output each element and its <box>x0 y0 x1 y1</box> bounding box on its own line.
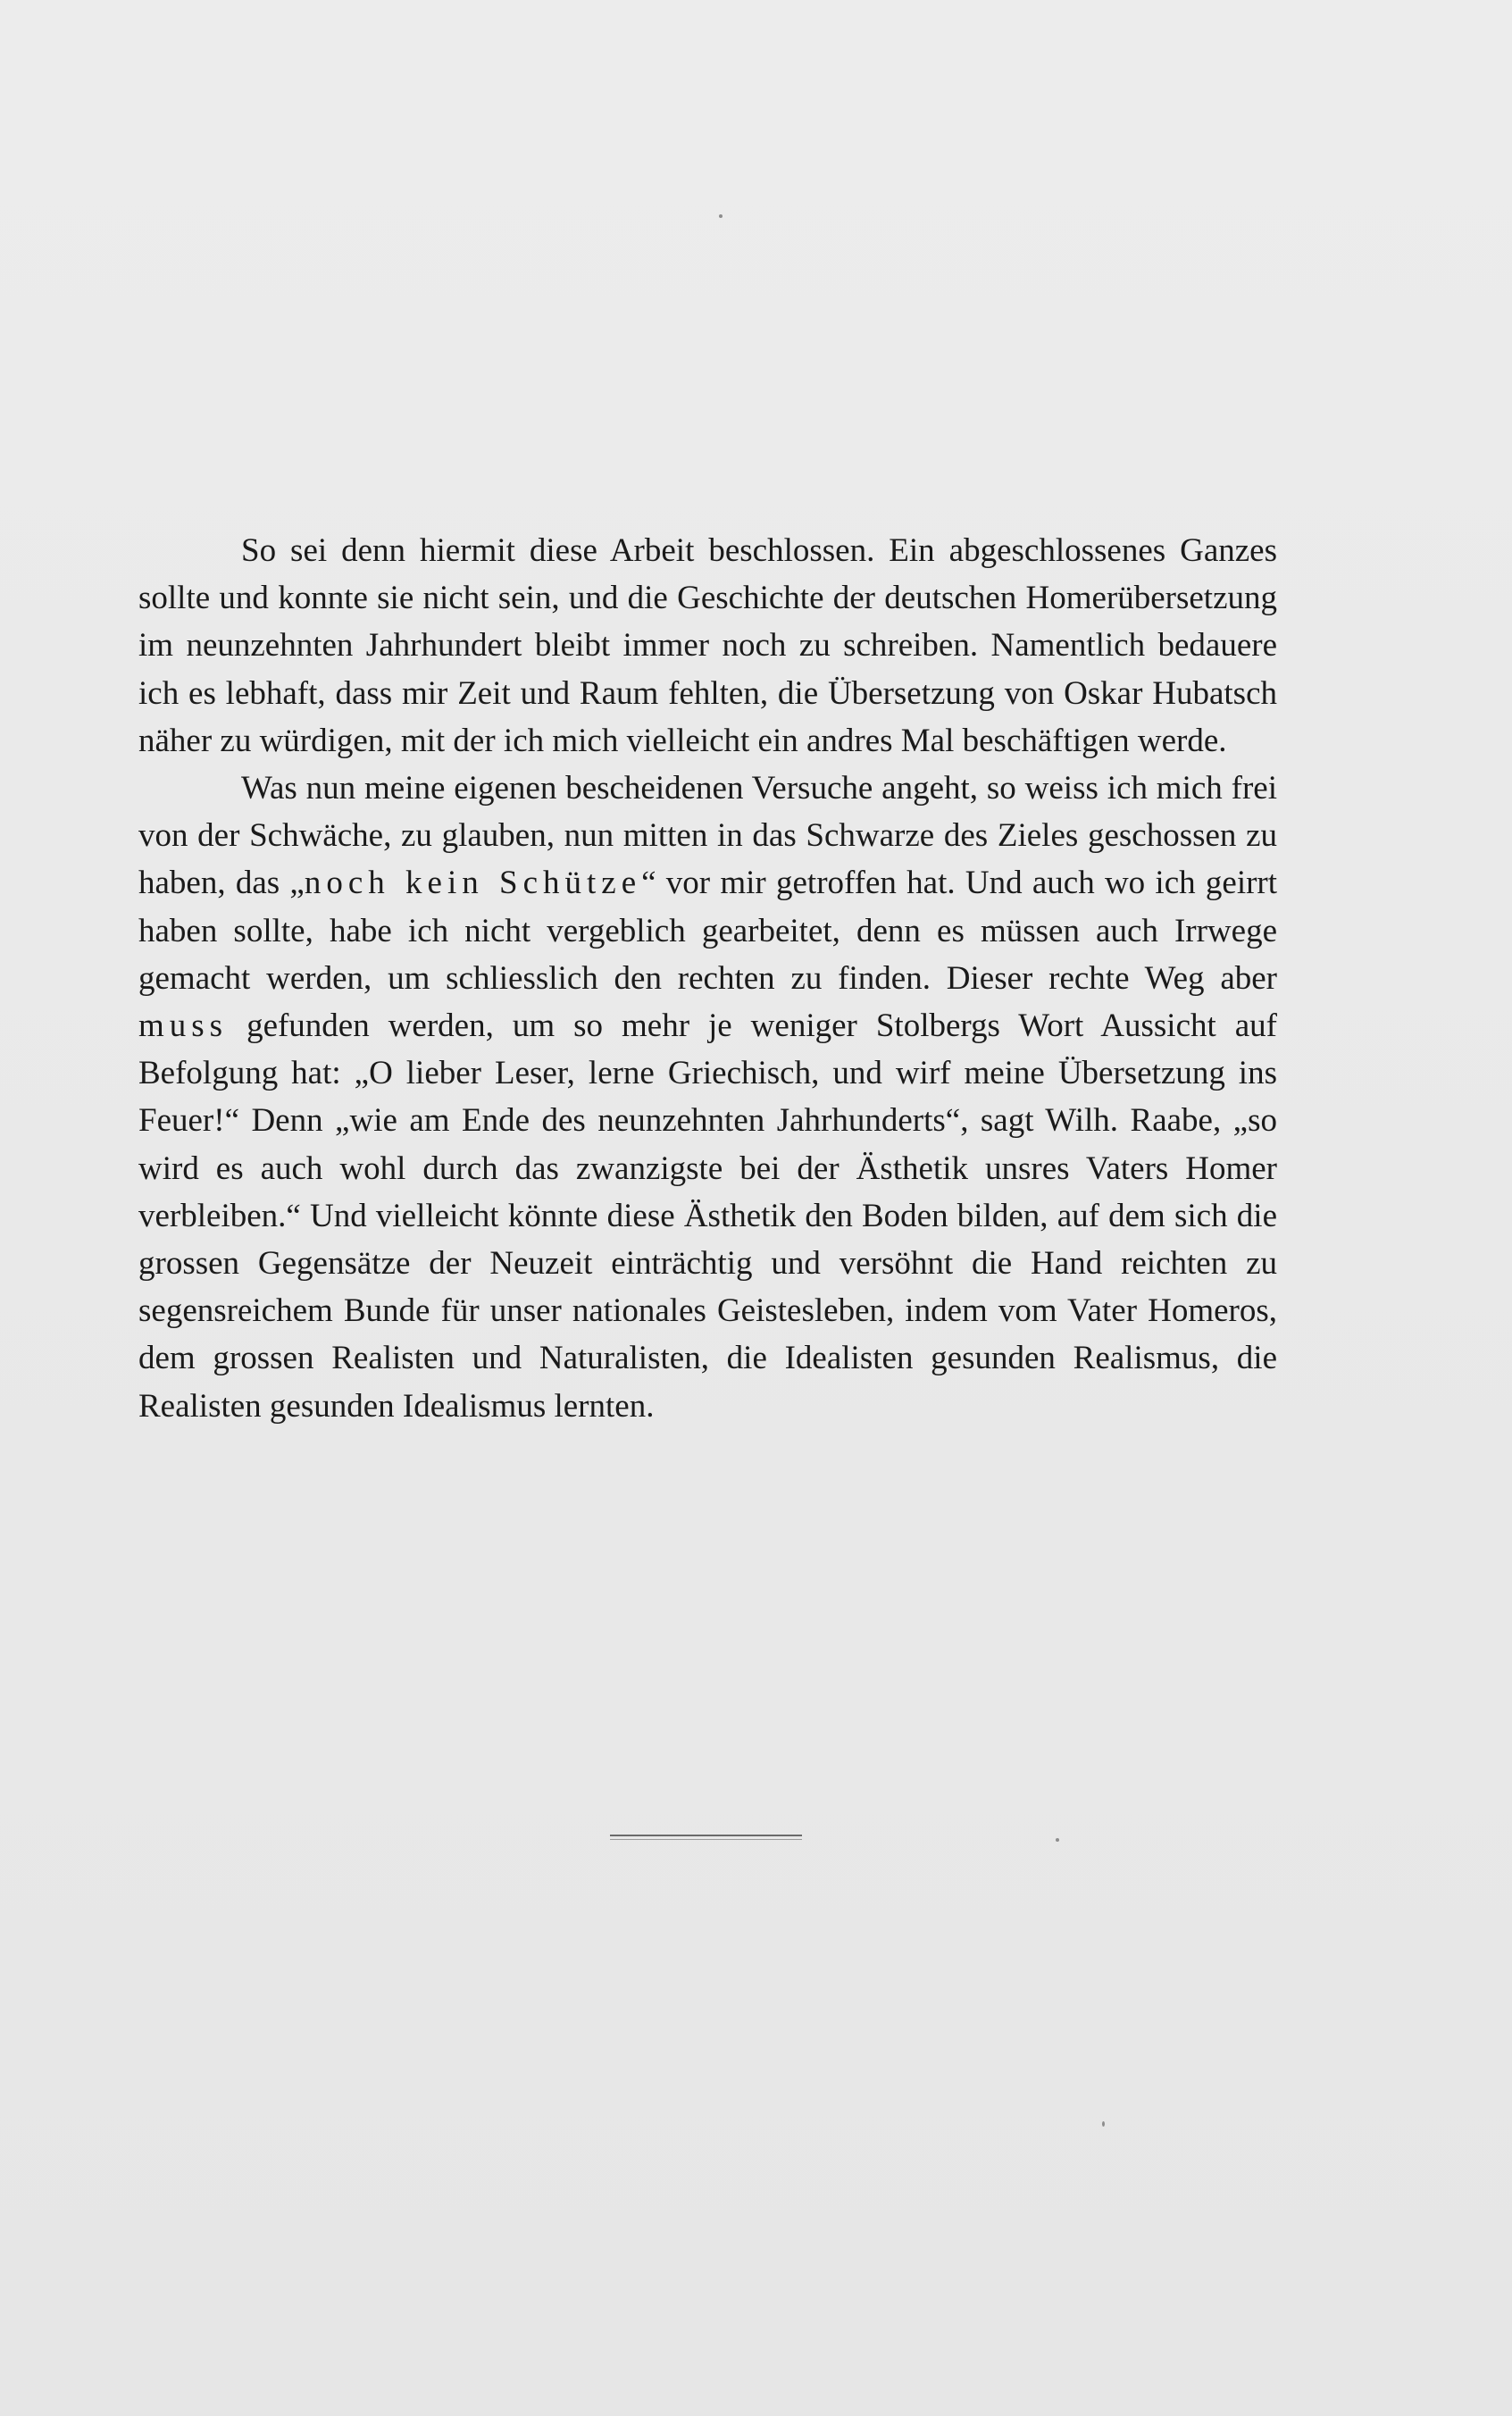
paper-speck <box>1056 1838 1059 1842</box>
paragraph-conclusion <box>138 527 1277 765</box>
paragraph-own-attempts <box>138 765 1277 1430</box>
paragraph-2-text-c: gefunden werden, um so mehr je weniger Stolbergs Wort Aussicht auf Befolgung hat: „O lieber Leser, lerne Griechisch, und wirf meine Übersetzung ins Feuer!“ Denn „wie am Ende des neunzehnten Jahrhunderts“, sagt Wilh. Raabe, „so wird es auch wohl durch das zwanzigste bei der Ästhetik unsres Vaters Homer verbleiben.“ Und vielleicht könnte diese Ästhetik den Boden bilden, auf dem sich die grossen Gegensätze der Neuzeit einträchtig und versöhnt die Hand reichten zu segensreichem Bunde für unser nationales Geistesleben, indem vom Vater Homeros, dem grossen Realisten und Naturalisten, die Idealisten gesunden Realismus, die Realisten gesunden Idealismus lernten. <box>138 1007 1277 1425</box>
paragraph-2-text-b: “ vor mir getroffen hat. Und auch wo ich geirrt haben sollte, habe ich nicht vergeblich gearbeitet, denn es müssen auch Irrwege gemacht werden, um schliesslich den rechten zu finden. Dieser rechte Weg aber <box>138 865 1278 997</box>
emphasis-noch-kein-schuetze: noch kein Schütze <box>304 865 642 902</box>
paper-speck <box>719 214 723 218</box>
paragraph-2-text-a: Was nun meine eigenen bescheidenen Versuche angeht, so weiss ich mich frei von der Schwäche, zu glauben, nun mitten in das Schwarze des Zieles geschossen zu haben, das „ <box>138 770 1277 902</box>
closing-rule <box>610 1835 802 1836</box>
paper-speck <box>1102 2121 1105 2127</box>
closing-text <box>138 527 1277 1430</box>
paragraph-1-text: So sei denn hiermit diese Arbeit beschlossen. Ein abgeschlossenes Ganzes sollte und konnte sie nicht sein, und die Geschichte der deutschen Homerübersetzung im neunzehnten Jahrhundert bleibt immer noch zu schreiben. Namentlich bedauere ich es lebhaft, dass mir Zeit und Raum fehlten, die Übersetzung von Oskar Hubatsch näher zu würdigen, mit der ich mich vielleicht ein andres Mal beschäftigen werde. <box>138 532 1277 759</box>
emphasis-muss: muss <box>138 1007 229 1045</box>
